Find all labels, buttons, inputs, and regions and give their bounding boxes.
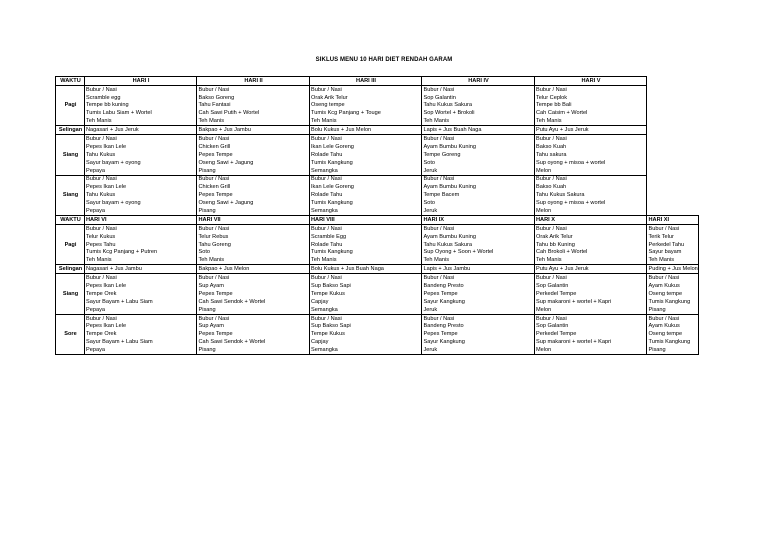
menu-cell: Ayam Bumbu Kuning (422, 184, 535, 192)
table-row (56, 339, 699, 347)
menu-cell: Teh Manis (309, 117, 422, 125)
empty-cell (647, 110, 699, 118)
menu-cell: Jeruk (422, 167, 535, 175)
menu-cell: Sup Bakso Sapi (309, 323, 422, 331)
menu-cell: Melon (534, 167, 647, 175)
menu-cell: Cah Sawi Sendok + Wortel (197, 298, 310, 306)
empty-cell (647, 77, 699, 86)
table-row (56, 298, 699, 306)
menu-cell: Bubur / Nasi (309, 314, 422, 322)
menu-cell: Sup Ayam (197, 323, 310, 331)
menu-cell: Tahu Goreng (197, 241, 310, 249)
menu-cell: Bubur / Nasi (309, 274, 422, 282)
menu-cell: Teh Manis (197, 117, 310, 125)
day-header: HARI X (534, 216, 647, 225)
menu-cell: Bubur / Nasi (422, 274, 535, 282)
table-row (56, 135, 699, 143)
menu-cell: Teh Manis (422, 117, 535, 125)
menu-cell: Pisang (197, 207, 310, 215)
table-row (56, 159, 699, 167)
menu-cell: Semangka (309, 207, 422, 215)
empty-cell (647, 151, 699, 159)
table-row (56, 143, 699, 151)
menu-cell: Bakpao + Jus Jambu (197, 126, 310, 135)
menu-cell: Puding + Jus Melon (648, 266, 698, 273)
menu-cell: Bolu Kukus + Jus Melon (309, 126, 422, 135)
menu-cell: Bandeng Presto (422, 282, 535, 290)
table-row (56, 110, 699, 118)
menu-cell: Tempe Orek (84, 290, 197, 298)
menu-cell: Sayur Kangkung (422, 298, 535, 306)
menu-cell: Melon (534, 346, 647, 354)
menu-cell: Teh Manis (647, 257, 699, 265)
menu-cell: Pisang (197, 346, 310, 354)
menu-cell: Bubur / Nasi (84, 135, 197, 143)
table-row (56, 314, 699, 322)
menu-cell: Tahu Kukus Sakura (534, 191, 647, 199)
table-row (56, 117, 699, 125)
menu-cell: Ayam Bumbu Kuning (422, 143, 535, 151)
menu-cell: Bubur / Nasi (422, 135, 535, 143)
menu-cell: Bubur / Nasi (84, 175, 197, 183)
menu-cell: Perkedel Tahu (647, 241, 699, 249)
menu-cell: Cah Sawi Sendok + Wortel (197, 339, 310, 347)
menu-cell: Teh Manis (84, 117, 197, 125)
table-row (56, 102, 699, 110)
menu-cell: Bubur / Nasi (309, 135, 422, 143)
menu-cell: Tumis Labu Siam + Wortel (84, 110, 197, 118)
table-row (56, 249, 699, 257)
table-row (56, 323, 699, 331)
empty-cell (647, 159, 699, 167)
menu-cell: Bubur / Nasi (647, 274, 699, 282)
table-row (56, 241, 699, 249)
empty-cell (647, 167, 699, 175)
day-header: HARI IX (422, 216, 535, 225)
empty-cell (647, 85, 699, 93)
menu-cell: Semangka (309, 306, 422, 314)
day-header: HARI III (309, 77, 422, 86)
menu-cell: Sop Galantin (534, 282, 647, 290)
table-row (56, 331, 699, 339)
day-header: HARI VI (84, 216, 197, 225)
menu-cell: Tempe Kukus (309, 290, 422, 298)
menu-cell: Tahu Kukus Sakura (422, 102, 535, 110)
menu-cell: Teh Manis (422, 257, 535, 265)
menu-cell: Sup Ayam (197, 282, 310, 290)
empty-cell (647, 175, 699, 183)
table-row (56, 175, 699, 183)
menu-cell: Pepes Tempe (197, 331, 310, 339)
menu-cell: Cah Sawi Putih + Wortel (197, 110, 310, 118)
menu-cell: Jeruk (422, 346, 535, 354)
menu-cell: Tempe Goreng (422, 151, 535, 159)
menu-cell: Bubur / Nasi (84, 225, 197, 233)
menu-cell: Perkedel Tempe (534, 331, 647, 339)
menu-cell: Ayam Kukus (647, 323, 699, 331)
menu-cell: Tempe bb Bali (534, 102, 647, 110)
menu-cell: Bubur / Nasi (534, 225, 647, 233)
menu-cell: Bubur / Nasi (534, 274, 647, 282)
empty-cell (647, 184, 699, 192)
menu-cell: Cah Caisim + Wortel (534, 110, 647, 118)
menu-cell: Ayam Kukus (647, 282, 699, 290)
menu-cell: Bubur / Nasi (422, 225, 535, 233)
meal-time-label: Sore (56, 314, 85, 354)
empty-cell (647, 117, 699, 125)
menu-cell: Bubur / Nasi (647, 225, 699, 233)
table-row (56, 191, 699, 199)
menu-cell: Melon (534, 306, 647, 314)
menu-cell: Tumis Kangkung (309, 199, 422, 207)
menu-cell: Sop Galantin (534, 323, 647, 331)
menu-cell: Pepaya (84, 346, 197, 354)
empty-cell (647, 207, 699, 215)
menu-cell: Bubur / Nasi (309, 225, 422, 233)
menu-cell: Sop Wortel + Brokoli (422, 110, 535, 118)
menu-cell: Teh Manis (534, 117, 647, 125)
header-row (56, 216, 699, 225)
day-header: HARI I (84, 77, 197, 86)
menu-cell: Bubur / Nasi (422, 85, 535, 93)
menu-cell: Tahu Kukus Sakura (422, 241, 535, 249)
menu-cell: Soto (422, 199, 535, 207)
menu-cell: Pepes Tempe (197, 290, 310, 298)
menu-cell: Sayur Bayam + Labu Siam (84, 339, 197, 347)
menu-cell: Telur Ceplok (534, 94, 647, 102)
menu-cell: Tumis Kangkung (647, 339, 699, 347)
menu-cell: Sup Oyong + Soon + Wortel (422, 249, 535, 257)
menu-cell: Ikan Lele Goreng (309, 184, 422, 192)
menu-cell: Pisang (647, 306, 699, 314)
menu-cell: Tahu sakura (534, 151, 647, 159)
menu-cell: Tempe bb kuning (84, 102, 197, 110)
menu-cell: Jeruk (422, 207, 535, 215)
table-row (56, 151, 699, 159)
menu-cell: Sayur Kangkung (422, 339, 535, 347)
menu-cycle-table (55, 76, 699, 355)
menu-cell: Teh Manis (534, 257, 647, 265)
menu-cell: Oseng tempe (647, 290, 699, 298)
menu-cell: Nagasari + Jus Jambu (84, 265, 197, 274)
menu-cell: Teh Manis (84, 257, 197, 265)
menu-cell: Oseng Sawi + Jagung (197, 199, 310, 207)
empty-cell (647, 102, 699, 110)
menu-cell: Pepes Ikan Lele (84, 323, 197, 331)
menu-cell: Sup oyong + misoa + wortel (534, 199, 647, 207)
menu-cell: Terik Telur (647, 233, 699, 241)
meal-time-label: Pagi (56, 225, 85, 265)
menu-cell: Bubur / Nasi (197, 85, 310, 93)
menu-cell: Bubur / Nasi (197, 175, 310, 183)
empty-cell (647, 94, 699, 102)
table-row (56, 265, 699, 274)
menu-cell: Chicken Grill (197, 184, 310, 192)
menu-cell: Tempe Orek (84, 331, 197, 339)
menu-cell: Semangka (309, 167, 422, 175)
menu-cell: Pepes Tahu (84, 241, 197, 249)
header-row (56, 77, 699, 86)
meal-time-label: Selingan (56, 126, 85, 135)
menu-cell: Telur Kukus (84, 233, 197, 241)
menu-cell: Sayur bayam + oyong (84, 199, 197, 207)
menu-cell: Bubur / Nasi (197, 225, 310, 233)
menu-cell: Bubur / Nasi (534, 314, 647, 322)
menu-cell: Tumis Kcg Panjang + Touge (309, 110, 422, 118)
menu-cell: Putu Ayu + Jus Jeruk (534, 126, 647, 135)
empty-cell (647, 199, 699, 207)
menu-cell: Lapis + Jus Jambu (422, 265, 535, 274)
table-row (56, 282, 699, 290)
table-row (56, 346, 699, 354)
waktu-header: WAKTU (56, 77, 85, 86)
menu-cell: Rolade Tahu (309, 191, 422, 199)
empty-cell (647, 135, 699, 143)
menu-cell: Rolade Tahu (309, 151, 422, 159)
waktu-header: WAKTU (56, 216, 85, 225)
menu-cell: Bubur / Nasi (197, 135, 310, 143)
menu-cell: Bubur / Nasi (84, 274, 197, 282)
menu-cell: Sayur bayam (647, 249, 699, 257)
menu-cell: Bubur / Nasi (422, 175, 535, 183)
menu-cell: Lapis + Jus Buah Naga (422, 126, 535, 135)
menu-cell: Melon (534, 207, 647, 215)
day-header: HARI VIII (309, 216, 422, 225)
menu-cell: Ikan Lele Goreng (309, 143, 422, 151)
menu-cell: Pisang (197, 306, 310, 314)
menu-cell: Pepaya (84, 207, 197, 215)
menu-cell: Bandeng Presto (422, 323, 535, 331)
page-title: SIKLUS MENU 10 HARI DIET RENDAH GARAM (315, 57, 453, 63)
menu-cell: Telur Rebus (197, 233, 310, 241)
menu-cell: Bubur / Nasi (534, 175, 647, 183)
menu-cell: Nagasari + Jus Jeruk (84, 126, 197, 135)
menu-cell: Pepes Tempe (422, 331, 535, 339)
menu-cell: Tahu Kukus (84, 151, 197, 159)
menu-cell: Putu Ayu + Jus Jeruk (534, 265, 647, 274)
menu-cell: Tahu Fantasi (197, 102, 310, 110)
menu-cell: Orak Arik Telur (309, 94, 422, 102)
day-header: HARI XI (647, 216, 699, 225)
menu-cell: Bubur / Nasi (534, 85, 647, 93)
menu-cell: Orak Arik Telur (534, 233, 647, 241)
table-row (56, 274, 699, 282)
menu-cell: Pepaya (84, 167, 197, 175)
menu-cell: Cah Brokoli + Wortel (534, 249, 647, 257)
empty-cell (647, 143, 699, 151)
menu-cell: Scramble egg (84, 94, 197, 102)
table-row (56, 233, 699, 241)
menu-cell: Bakso Kuah (534, 184, 647, 192)
table-row (56, 290, 699, 298)
menu-cell: Sop Galantin (422, 94, 535, 102)
menu-cell: Bubur / Nasi (534, 135, 647, 143)
meal-time-label: Selingan (56, 265, 85, 274)
menu-cell: Tumis Kangkung (647, 298, 699, 306)
table-row (56, 207, 699, 215)
menu-cell: Pisang (647, 346, 699, 354)
menu-cell: Sup makaroni + wortel + Kapri (534, 298, 647, 306)
menu-cell: Bubur / Nasi (309, 175, 422, 183)
table-row (56, 306, 699, 314)
table-row (56, 257, 699, 265)
meal-time-label: Siang (56, 135, 85, 175)
menu-cell: Capjay (309, 339, 422, 347)
menu-cell: Tumis Kcg Panjang + Putren (84, 249, 197, 257)
menu-cell: Pisang (197, 167, 310, 175)
menu-cell: Pepes Ikan Lele (84, 143, 197, 151)
table-row (56, 85, 699, 93)
menu-cell: Tumis Kangkung (309, 159, 422, 167)
table-row (56, 199, 699, 207)
menu-cell: Soto (197, 249, 310, 257)
menu-cell: Sup Bakso Sapi (309, 282, 422, 290)
table-row (56, 184, 699, 192)
day-header: HARI IV (422, 77, 535, 86)
menu-cell: Bakso Goreng (197, 94, 310, 102)
day-header: HARI VII (197, 216, 310, 225)
menu-cell: Tahu Kukus (84, 191, 197, 199)
menu-cell: Jeruk (422, 306, 535, 314)
day-header: HARI II (197, 77, 310, 86)
menu-cell: Bolu Kukus + Jus Buah Naga (309, 265, 422, 274)
table-row (56, 94, 699, 102)
table-row (56, 225, 699, 233)
menu-cell: Pepes Ikan Lele (84, 282, 197, 290)
menu-cell: Tempe Bacem (422, 191, 535, 199)
menu-cell: Tempe Kukus (309, 331, 422, 339)
menu-cell: Perkedel Tempe (534, 290, 647, 298)
menu-cell: Ayam Bumbu Kuning (422, 233, 535, 241)
menu-cell: Sup oyong + misoa + wortel (534, 159, 647, 167)
meal-time-label: Siang (56, 274, 85, 314)
menu-cell: Capjay (309, 298, 422, 306)
menu-cell: Bubur / Nasi (84, 314, 197, 322)
table-row (56, 167, 699, 175)
meal-time-label: Pagi (56, 85, 85, 125)
day-header: HARI V (534, 77, 647, 86)
menu-cell: Pepes Tempe (197, 191, 310, 199)
menu-cell: Teh Manis (197, 257, 310, 265)
menu-cell: Scramble Egg (309, 233, 422, 241)
menu-cell: Sayur Bayam + Labu Siam (84, 298, 197, 306)
menu-cell: Pepaya (84, 306, 197, 314)
menu-cell: Tahu bb Kuning (534, 241, 647, 249)
menu-cell: Rolade Tahu (309, 241, 422, 249)
menu-cell: Semangka (309, 346, 422, 354)
menu-cell: Oseng tempe (309, 102, 422, 110)
empty-cell (647, 126, 699, 135)
menu-cell: Bubur / Nasi (309, 85, 422, 93)
menu-cell: Tumis Kangkung (309, 249, 422, 257)
menu-cell: Oseng Sawi + Jagung (197, 159, 310, 167)
menu-cell: Bubur / Nasi (422, 314, 535, 322)
menu-cell: Pepes Tempe (197, 151, 310, 159)
menu-cell: Bubur / Nasi (647, 314, 699, 322)
menu-cell: Bubur / Nasi (197, 274, 310, 282)
menu-cell: Bakso Kuah (534, 143, 647, 151)
menu-cell: Bubur / Nasi (84, 85, 197, 93)
meal-time-label: Siang (56, 175, 85, 215)
table-row (56, 126, 699, 135)
empty-cell (647, 191, 699, 199)
menu-cell: Chicken Grill (197, 143, 310, 151)
menu-cell: Sup makaroni + wortel + Kapri (534, 339, 647, 347)
menu-cell: Pepes Tempe (422, 290, 535, 298)
menu-cell: Soto (422, 159, 535, 167)
menu-cell: Oseng tempe (647, 331, 699, 339)
menu-cell: Teh Manis (309, 257, 422, 265)
menu-cell: Pepes Ikan Lele (84, 184, 197, 192)
menu-cell: Bubur / Nasi (197, 314, 310, 322)
menu-cell: Bakpao + Jus Melon (197, 265, 310, 274)
menu-cell: Sayur bayam + oyong (84, 159, 197, 167)
